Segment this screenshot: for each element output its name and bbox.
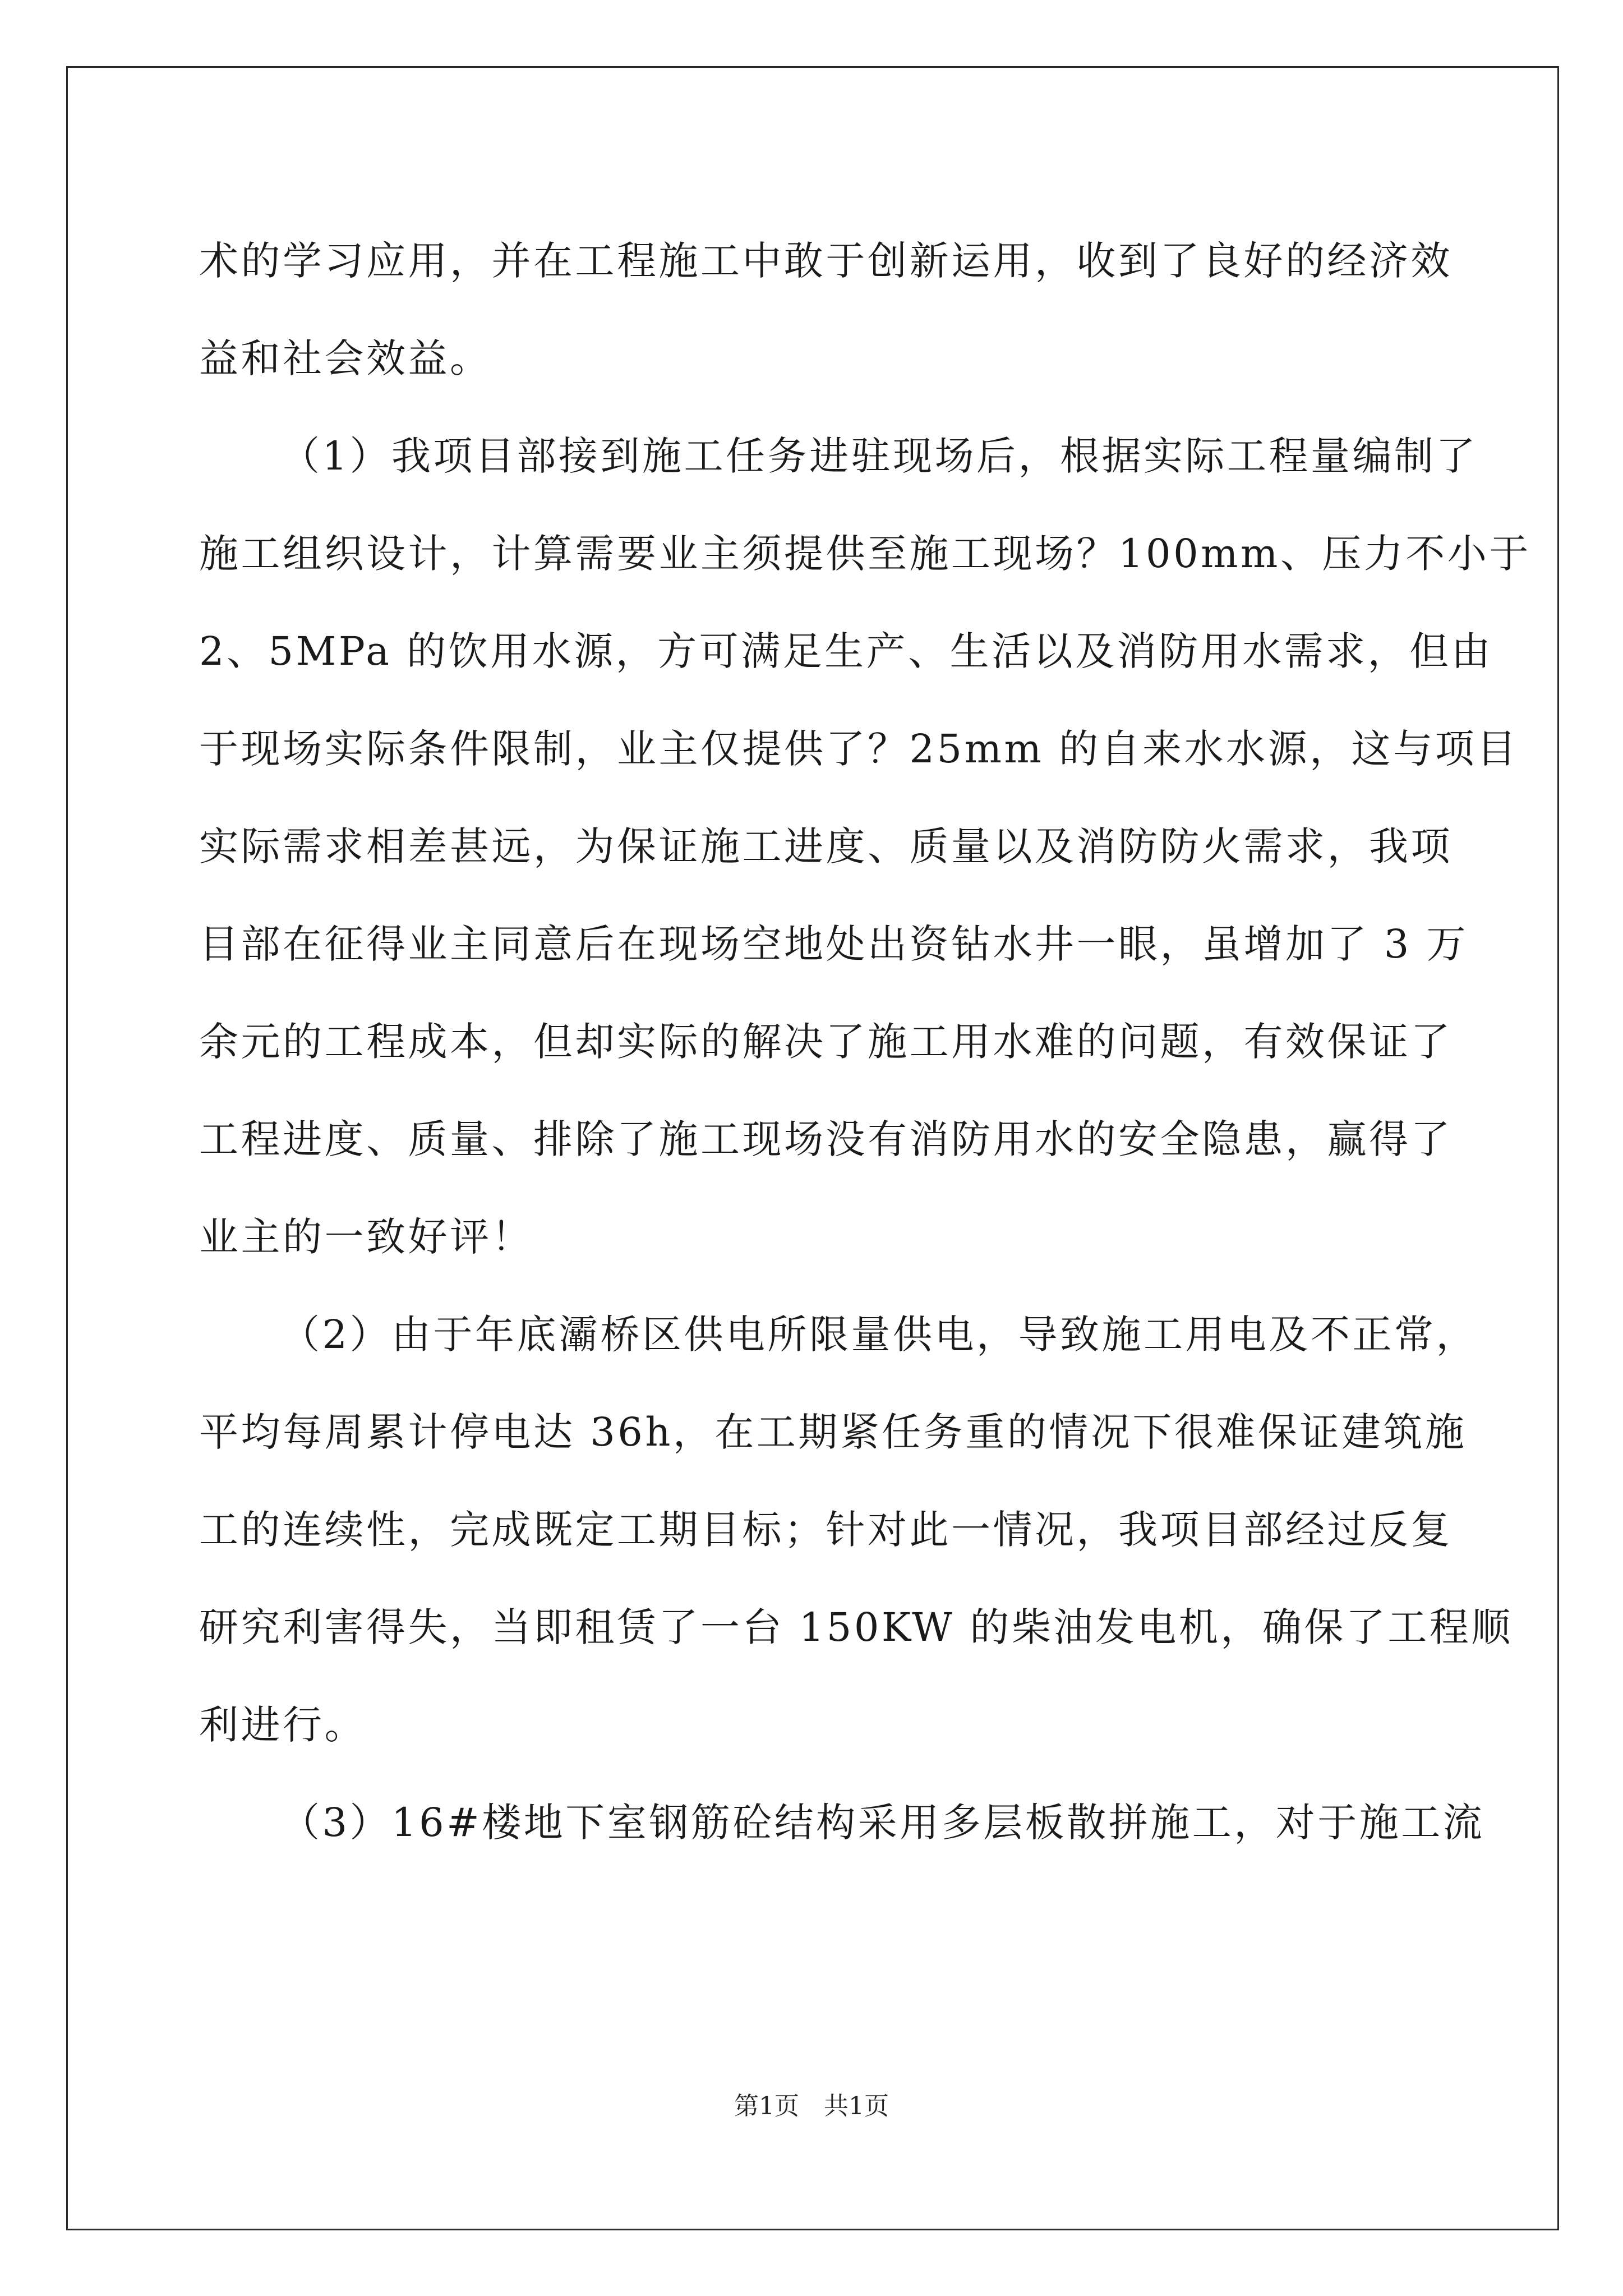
paragraph-line: 余元的工程成本，但却实际的解决了施工用水难的问题，有效保证了 xyxy=(199,1019,1453,1065)
paragraph-line: 2、5MPa 的饮用水源，方可满足生产、生活以及消防用水需求，但由 xyxy=(199,628,1493,674)
document-body xyxy=(199,212,1531,1871)
paragraph-line: 利进行。 xyxy=(199,1702,366,1748)
paragraph-line: 工程进度、质量、排除了施工现场没有消防用水的安全隐患，赢得了 xyxy=(199,1116,1453,1162)
paragraph-line: 业主的一致好评！ xyxy=(199,1214,533,1260)
paragraph-line: （3）16#楼地下室钢筋砼结构采用多层板散拼施工，对于施工流 xyxy=(280,1800,1485,1846)
paragraph-line: 于现场实际条件限制，业主仅提供了？25mm 的自来水水源，这与项目 xyxy=(199,726,1519,772)
paragraph-line: 实际需求相差甚远，为保证施工进度、质量以及消防防火需求，我项 xyxy=(199,823,1453,869)
paragraph-line: 施工组织设计，计算需要业主须提供至施工现场？100mm、压力不小于 xyxy=(199,531,1531,577)
paragraph-line: 工的连续性，完成既定工期目标；针对此一情况，我项目部经过反复 xyxy=(199,1507,1453,1553)
paragraph-line: （2）由于年底灞桥区供电所限量供电，导致施工用电及不正常， xyxy=(280,1312,1478,1358)
page-number-label: 第1页 共1页 xyxy=(734,2092,889,2120)
paragraph-line: 研究利害得失，当即租赁了一台 150KW 的柴油发电机，确保了工程顺 xyxy=(199,1604,1513,1650)
paragraph-line: 目部在征得业主同意后在现场空地处出资钻水井一眼，虽增加了 3 万 xyxy=(199,921,1469,967)
paragraph-line: 益和社会效益。 xyxy=(199,335,492,381)
paragraph-line: 平均每周累计停电达 36h，在工期紧任务重的情况下很难保证建筑施 xyxy=(199,1409,1467,1455)
page-footer xyxy=(0,2090,1623,2123)
paragraph-line: 术的学习应用，并在工程施工中敢于创新运用，收到了良好的经济效 xyxy=(199,238,1453,284)
paragraph-line: （1）我项目部接到施工任务进驻现场后，根据实际工程量编制了 xyxy=(280,433,1478,479)
